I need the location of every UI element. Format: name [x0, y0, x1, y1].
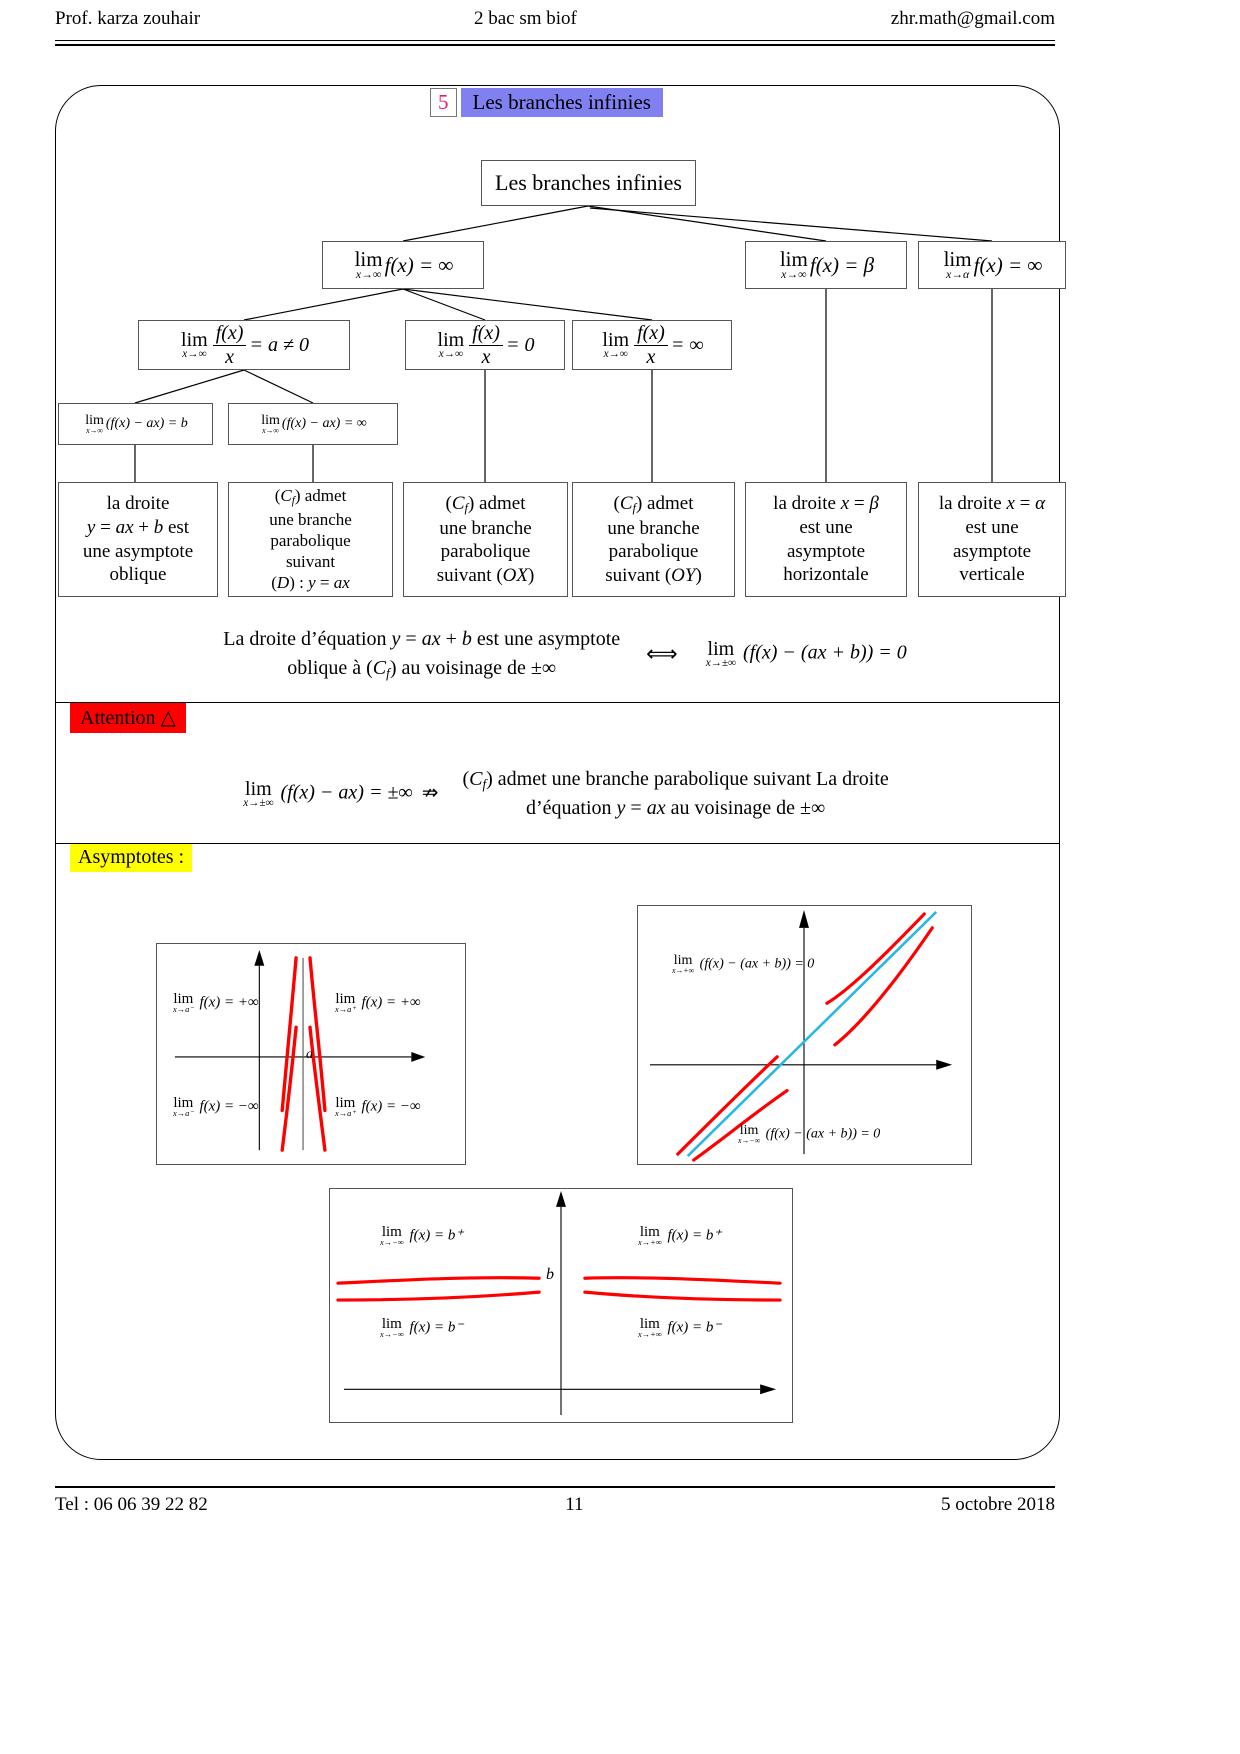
tree-node-ratio-a-rhs: = a ≠ 0 [249, 333, 309, 356]
section-number-badge: 5 [430, 88, 457, 117]
attention-right-line2: d’équation y = ax au voisinage de ±∞ [525, 797, 826, 819]
section-title: Les branches infinies [461, 88, 663, 117]
attention-left [241, 779, 442, 809]
result-line: est une [799, 516, 853, 538]
attention-right [462, 765, 888, 823]
lim-operator: lim x→a⁺ [335, 991, 356, 1014]
tree-node-ratio-inf [572, 320, 732, 370]
footer-rule [55, 1486, 1055, 1488]
tree-node-ratio-inf-rhs: = ∞ [670, 333, 704, 356]
not-implies-icon: ⇏ [421, 781, 439, 804]
graph-label-plus-infinity: lim x→+∞ (f(x) − (ax + b)) = 0 [672, 953, 815, 975]
footer-phone: Tel : 06 06 39 22 82 [55, 1494, 208, 1515]
graph-label-bottom-left: lim x→a⁻ f(x) = −∞ [173, 1095, 259, 1118]
graph-label-top-right: lim x→a⁺ f(x) = +∞ [335, 991, 421, 1014]
result-line: asymptote [786, 540, 866, 562]
tree-result-oblique-asymptote [58, 482, 218, 597]
tree-node-diff-inf-body: (f(x) − ax) = ∞ [281, 416, 367, 432]
result-line: est une [965, 516, 1019, 538]
tree-node-diff-b-body: (f(x) − ax) = b [105, 416, 188, 432]
result-line: une branche [269, 510, 352, 530]
section-title-group [430, 88, 663, 117]
tree-node-diff-b [58, 403, 213, 445]
equivalence-left-line1: La droite d’équation y = ax + b est une asymptote [223, 628, 621, 650]
fraction-f-over-x: $\frac{f(x)}{x}$ [213, 323, 247, 368]
oblique-asymptote-graph [637, 905, 972, 1165]
vertical-asymptote-graph [156, 943, 466, 1165]
result-line: suivant (OY) [605, 564, 702, 586]
axis-label-a: a [306, 1047, 313, 1062]
result-line: asymptote [952, 540, 1032, 562]
attention-divider [56, 702, 1059, 703]
result-line: la droite x = α [938, 493, 1046, 515]
tree-result-vertical-asymptote [918, 482, 1066, 597]
tree-node-root [481, 160, 696, 206]
lim-operator: lim x→+∞ [672, 953, 695, 975]
page-footer [55, 1494, 1055, 1524]
result-line: $(C_f)$ admet [274, 486, 347, 508]
lim-operator: lim x→a⁻ [173, 1095, 194, 1118]
horizontal-asymptote-graph [329, 1188, 793, 1423]
lim-operator: lim x→∞ [85, 412, 104, 435]
tree-node-ratio-zero [405, 320, 565, 370]
lim-operator: lim x→∞ [181, 328, 208, 360]
fraction-f-over-x: $\frac{f(x)}{x}$ [634, 323, 668, 368]
lim-operator: lim x→∞ [354, 247, 383, 282]
result-line: la droite x = β [773, 493, 879, 515]
attention-left-body: (f(x) − ax) = ±∞ [280, 781, 413, 804]
equivalence-right-body: (f(x) − (ax + b)) = 0 [743, 641, 907, 664]
lim-operator: lim x→±∞ [705, 637, 736, 669]
attention-right-line1: $(C_f)$ admet une branche parabolique suivant La droite [462, 768, 889, 792]
tree-result-horizontal-asymptote [745, 482, 907, 597]
tree-node-ratio-zero-rhs: = 0 [505, 333, 535, 356]
result-line: suivant [285, 552, 336, 572]
tree-node-lim-inf [322, 241, 484, 289]
header-course: 2 bac sm biof [473, 8, 577, 29]
warning-triangle-icon: △ [160, 707, 176, 729]
attention-statement [110, 765, 1020, 823]
lim-operator: lim x→a⁻ [173, 991, 194, 1014]
graph-label-bottom-right: lim x→+∞ f(x) = b⁻ [638, 1316, 722, 1339]
result-line: verticale [959, 564, 1025, 586]
tree-node-diff-inf [228, 403, 398, 445]
lim-operator: lim x→a⁺ [335, 1095, 356, 1118]
lim-operator: lim x→+∞ [638, 1316, 662, 1339]
result-line: une asymptote [82, 540, 194, 562]
attention-badge-label: Attention [80, 707, 156, 729]
tree-node-lim-alpha-body: f(x) = ∞ [973, 252, 1043, 277]
result-line: $(C_f)$ admet [613, 492, 694, 515]
lim-operator: lim x→−∞ [738, 1123, 761, 1145]
result-line: la droite [106, 493, 170, 515]
lim-operator: lim x→−∞ [380, 1316, 404, 1339]
footer-page-number: 11 [565, 1494, 584, 1515]
lim-operator: lim x→−∞ [380, 1224, 404, 1247]
result-line: une branche [607, 517, 700, 539]
tree-node-lim-beta [745, 241, 907, 289]
graph-label-bottom-left: lim x→−∞ f(x) = b⁻ [380, 1316, 464, 1339]
graph-label-top-left: lim x→−∞ f(x) = b⁺ [380, 1224, 464, 1247]
result-line: parabolique [270, 531, 351, 551]
header-email: zhr.math@gmail.com [890, 8, 1055, 29]
tree-result-parabolic-D [228, 482, 393, 597]
lim-operator: lim x→±∞ [243, 777, 274, 809]
result-line: $(C_f)$ admet [445, 492, 526, 515]
oblique-asymptote-equivalence [100, 625, 1030, 683]
attention-badge [70, 703, 186, 733]
graph-label-bottom-right: lim x→a⁺ f(x) = −∞ [335, 1095, 421, 1118]
footer-date: 5 octobre 2018 [941, 1494, 1055, 1515]
lim-operator: lim x→∞ [602, 328, 630, 360]
axis-label-b: b [546, 1266, 554, 1283]
graph-label-top-left: lim x→a⁻ f(x) = +∞ [173, 991, 259, 1014]
tree-node-lim-alpha [918, 241, 1066, 289]
graph-label-minus-infinity: lim x→−∞ (f(x) − (ax + b)) = 0 [738, 1123, 881, 1145]
lim-operator: lim x→+∞ [638, 1224, 662, 1247]
header-rule-thick [55, 44, 1055, 46]
result-line: horizontale [783, 564, 869, 586]
tree-node-lim-inf-body: f(x) = ∞ [384, 252, 454, 277]
iff-symbol: ⟺ [646, 641, 678, 666]
result-line: y = ax + b est [86, 516, 190, 538]
result-line: une branche [439, 517, 532, 539]
tree-node-root-label: Les branches infinies [495, 170, 682, 196]
lim-operator: lim x→∞ [437, 328, 465, 360]
tree-node-ratio-a [138, 320, 350, 370]
tree-node-lim-beta-body: f(x) = β [809, 252, 875, 277]
lim-operator: lim x→α [943, 247, 972, 282]
equivalence-left-line2: oblique à $(C_f)$ au voisinage de ±∞ [287, 657, 557, 681]
lim-operator: lim x→∞ [779, 247, 808, 282]
asymptotes-divider [56, 843, 1059, 844]
result-line: suivant (OX) [436, 564, 535, 586]
equivalence-left [223, 625, 620, 683]
result-line: oblique [109, 564, 167, 586]
result-line: (D) : y = ax [271, 573, 350, 593]
asymptotes-badge: Asymptotes : [70, 844, 192, 872]
result-line: parabolique [440, 541, 531, 563]
header-author: Prof. karza zouhair [55, 8, 201, 29]
header-rule-thin [55, 40, 1055, 41]
tree-result-parabolic-OX [403, 482, 568, 597]
equivalence-right [704, 639, 907, 669]
lim-operator: lim x→∞ [261, 412, 280, 435]
fraction-f-over-x: $\frac{f(x)}{x}$ [469, 323, 503, 368]
graph-label-top-right: lim x→+∞ f(x) = b⁺ [638, 1224, 722, 1247]
tree-result-parabolic-OY [572, 482, 735, 597]
result-line: parabolique [608, 541, 699, 563]
page-header [55, 8, 1055, 40]
